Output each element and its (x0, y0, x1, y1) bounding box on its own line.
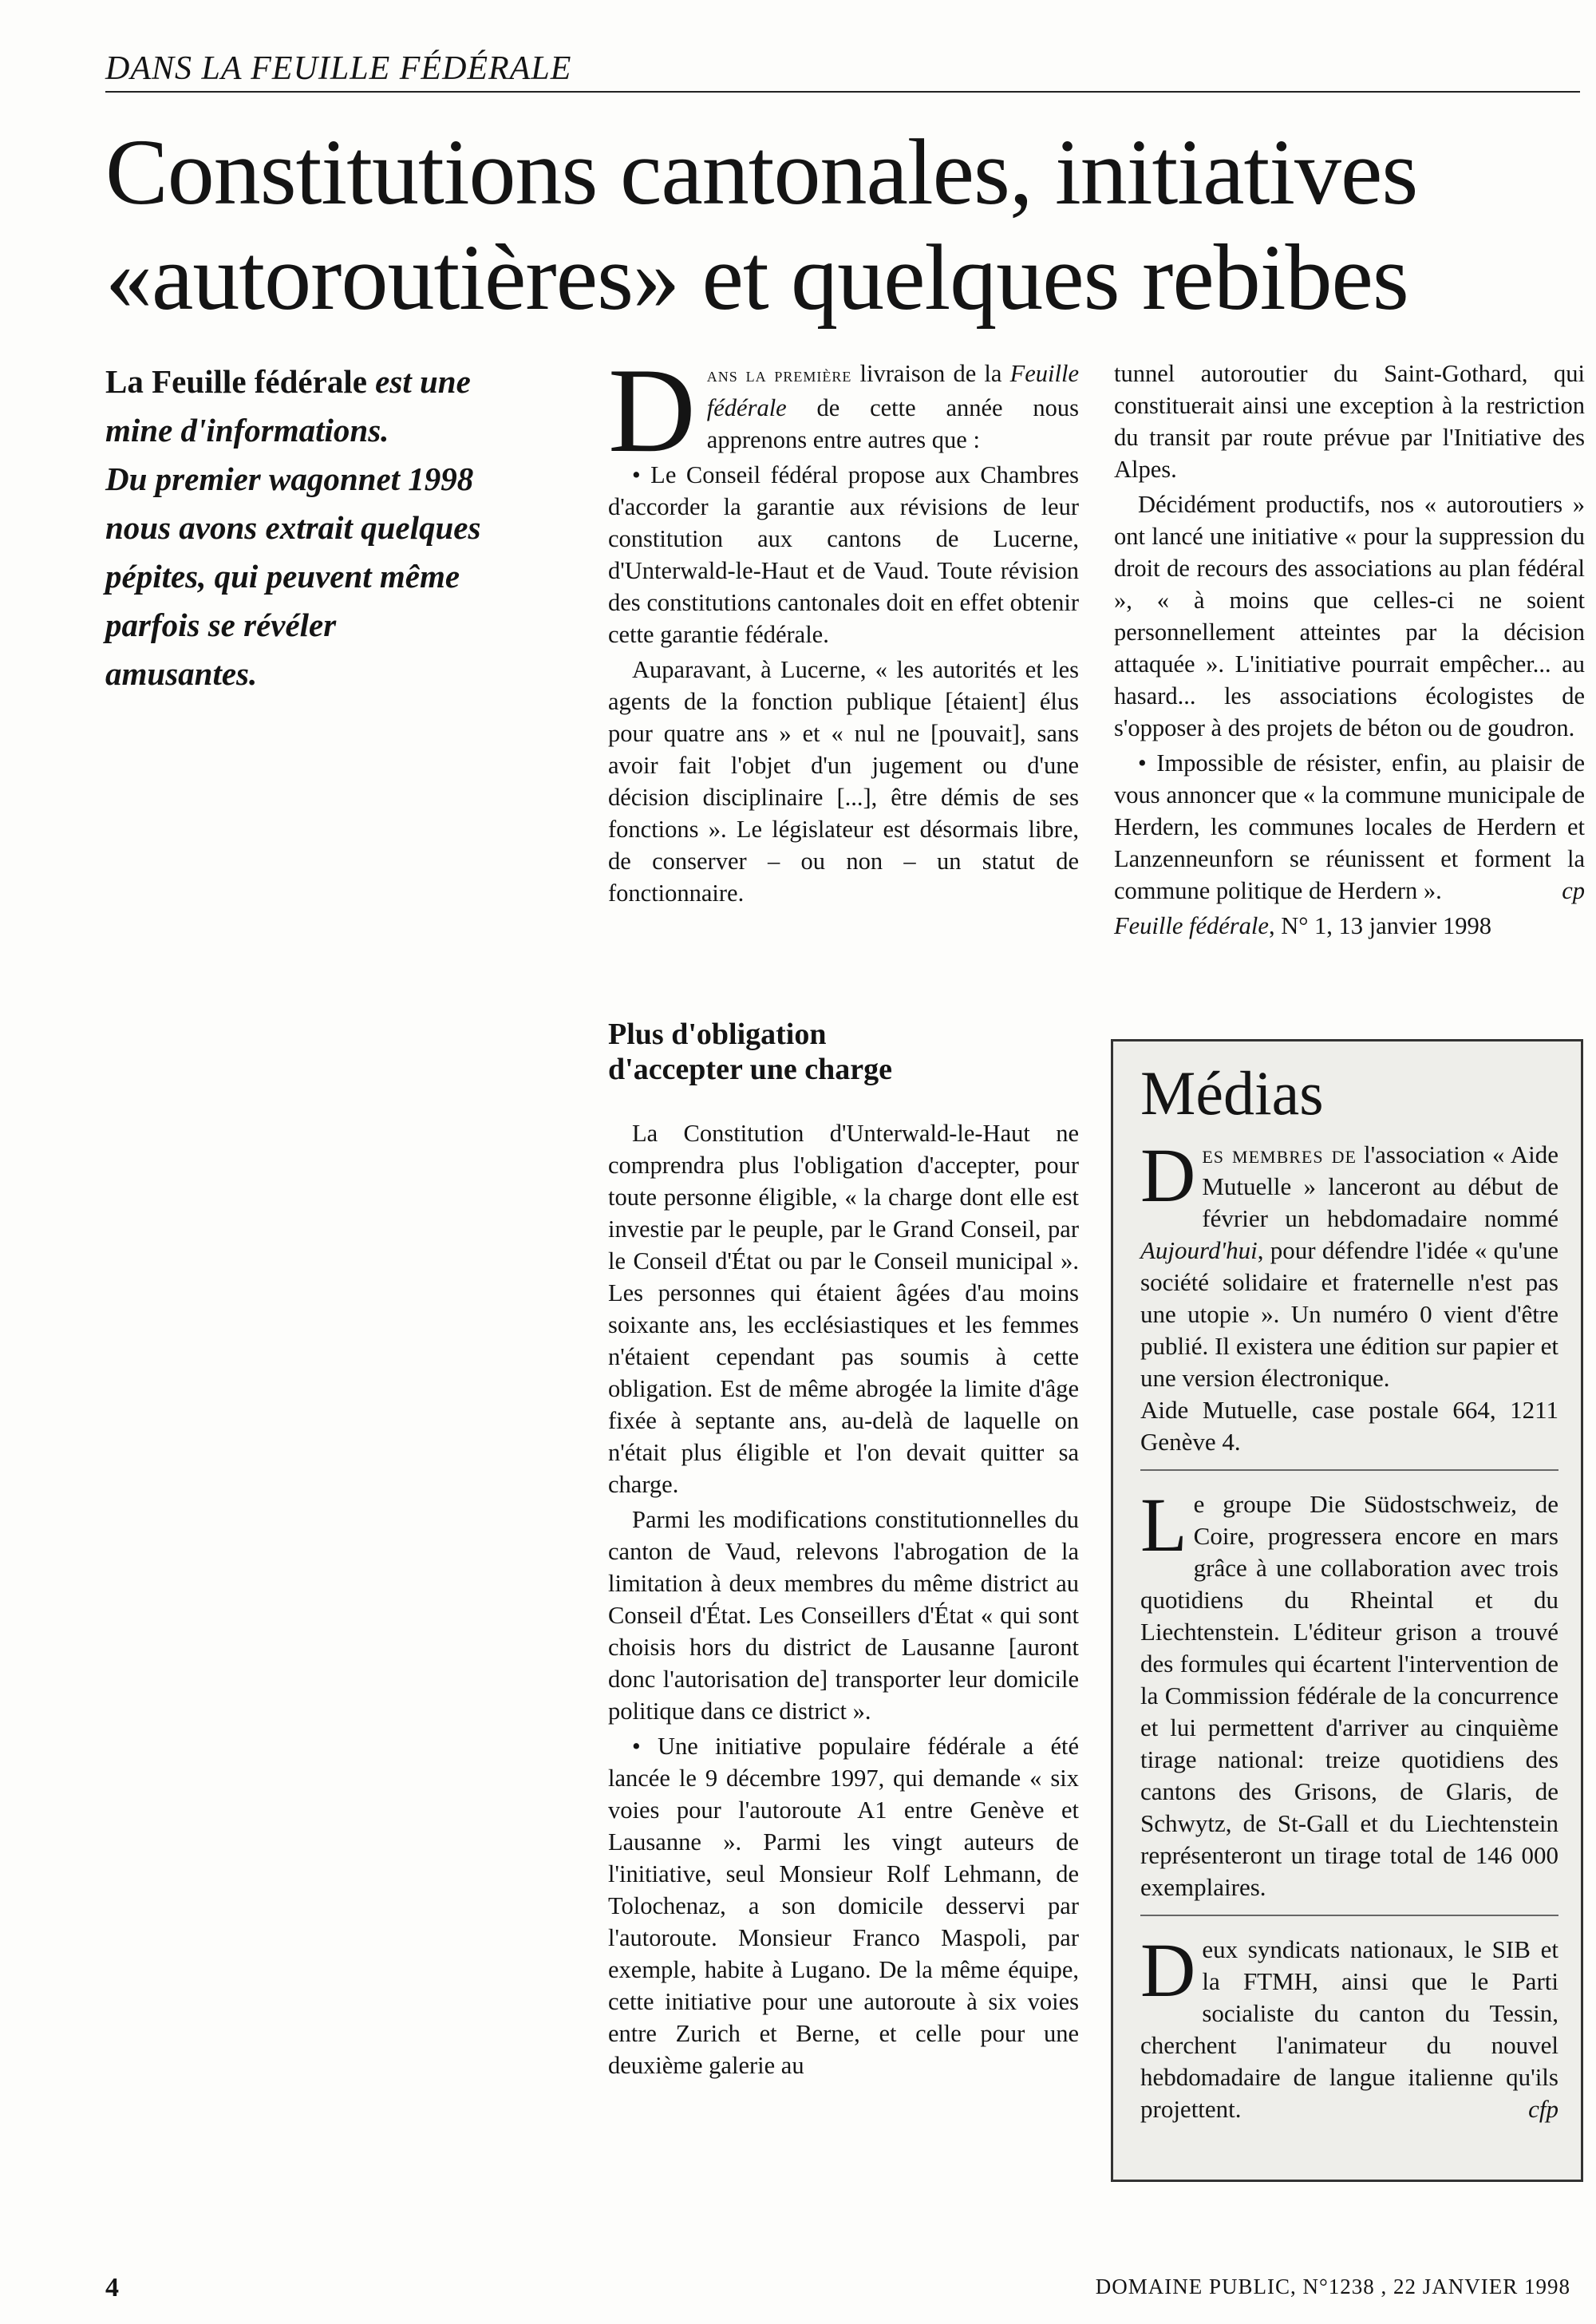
medias-item (1140, 1482, 1558, 1916)
drop-cap: L (1140, 1482, 1187, 1567)
article-column-1-continued (608, 1117, 1079, 2085)
drop-cap: D (608, 343, 696, 477)
lede-line: pépites, qui peuvent même (105, 558, 460, 595)
author-signature: cfp (1528, 2095, 1558, 2123)
item-text: eux syndicats nationaux, le SIB et la FTMH, ainsi que le Parti socialiste du canton du Tessin, cherchent l'animateur du nouvel hebdomadaire de langue italienne qu'ils projettent. (1140, 1935, 1558, 2123)
source-text: , N° 1, 13 janvier 1998 (1268, 912, 1491, 939)
medias-box (1111, 1039, 1583, 2182)
intro-text: livraison de la (851, 360, 1010, 387)
section-rubric: DANS LA FEUILLE FÉDÉRALE (105, 49, 1580, 93)
lede-line: amusantes. (105, 655, 258, 692)
lede-line: Du premier wagonnet 1998 (105, 460, 474, 497)
paragraph: • Le Conseil fédéral propose aux Chambres d'accorder la garantie aux révisions de leur constitution aux cantons de Lucerne, d'Unterwald-le-Haut et de Vaud. Toute révision des constitutions cantonales doit en effet obtenir cette garantie fédérale. (608, 461, 1079, 648)
lede-line: nous avons extrait quelques (105, 509, 481, 546)
paragraph: Parmi les modifications constitutionnelles du canton de Vaud, relevons l'abrogation de la limitation à deux membres du même district au Conseil d'État. Les Conseillers d'État « qui sont choisis hors du district de Lausanne [auront donc l'autorisation de] transporter leur domicile politique dans ce district ». (608, 1506, 1079, 1725)
intro-italic: Feuille fédérale (706, 360, 1079, 421)
lede-line: parfois se révéler (105, 607, 337, 643)
subheading-line-1: Plus d'obligation (608, 1018, 827, 1051)
medias-item (1140, 1927, 1558, 2136)
author-signature: cp (1562, 877, 1585, 904)
paragraph: Décidément productifs, nos « autoroutiers » ont lancé une initiative « pour la suppression du droit de recours des associations au plan fédéral », « à moins que celles-ci ne soient personnellement atteintes par la décision attaquée ». L'initiative pourrait empêcher... au hasard... les associations écologistes de s'opposer à des projets de béton ou de goudron. (1114, 491, 1585, 741)
lede-text: La (105, 363, 152, 400)
subheading-line-2: d'accepter une charge (608, 1053, 892, 1086)
lede-text: est une (366, 363, 471, 400)
source-line (1114, 910, 1585, 942)
lede (105, 358, 576, 698)
item-text: , pour défendre l'idée « qu'une société solidaire et fraternelle n'est pas une utopie ». Un numéro 0 vient d'être publié. Il existera une édition sur papier et une version électronique. (1140, 1236, 1558, 1392)
intro-smallcaps: ans la première (706, 365, 852, 386)
medias-title: Médias (1140, 1058, 1324, 1128)
publication-info: DOMAINE PUBLIC, N°1238 , 22 JANVIER 1998 (1095, 2275, 1570, 2298)
paragraph (1114, 747, 1585, 907)
paragraph: • Une initiative populaire fédérale a été lancée le 9 décembre 1997, qui demande « six voies pour l'autoroute A1 entre Genève et Lausanne ». Parmi les vingt auteurs de l'initiative, seul Monsieur Rolf Lehmann, de Tolochenaz, a son domicile desservi par l'autoroute. Monsieur Franco Maspoli, par exemple, habite à Lugano. De la même équipe, cette initiative pour une autoroute à six voies entre Zurich et Berne, et celle pour une deuxième galerie au (608, 1733, 1079, 2079)
page-title (105, 120, 1590, 330)
paragraph-text: • Impossible de résister, enfin, au plaisir de vous annoncer que « la commune municipale de Herdern, les communes locales de Herdern et Lanzenneunforn se réunissent et forment la commune politique de Herdern ». (1114, 749, 1585, 904)
item-italic: Aujourd'hui (1140, 1236, 1258, 1264)
item-smallcaps: es membres de (1202, 1140, 1357, 1168)
item-text: e groupe Die Südostschweiz, de Coire, progressera encore en mars grâce à une collaboration avec trois quotidiens du Rheintal et du Liechtenstein. L'éditeur grison a trouvé des formules qui écartent l'intervention de la Commission fédérale de la concurrence et lui permettent d'arriver au cinquième tirage national: treize quotidiens des cantons des Grisons, de Glaris, de Schwytz, de St-Gall et du Liechtenstein représenteront un tirage total de 146 000 exemplaires. (1140, 1490, 1558, 1901)
intro-text: de cette année nous apprenons entre autres que : (706, 394, 1079, 453)
item-text: l'association « Aide Mutuelle » lanceront au début de février un hebdomadaire nommé (1202, 1140, 1558, 1232)
paragraph: tunnel autoroutier du Saint-Gothard, qui constituerait ainsi une exception à la restriction du transit par route prévue par l'Initiative des Alpes. (1114, 360, 1585, 483)
lede-line (105, 358, 576, 406)
paragraph: La Constitution d'Unterwald-le-Haut ne comprendra plus l'obligation d'accepter, pour toute personne éligible, « la charge dont elle est investie par le peuple, par le Grand Conseil, par le Conseil d'État ou par le Conseil municipal ». Les personnes qui étaient âgées d'au moins soixante ans, les ecclésiastiques et les femmes n'étaient cependant pas soumis à cette obligation. Est de même abrogée la limite d'âge fixée à septante ans, au-delà de laquelle on n'était plus éligible et l'on devait quitter sa charge. (608, 1120, 1079, 1498)
medias-item-text (1140, 1482, 1558, 1903)
intro-paragraph (608, 343, 1079, 477)
drop-cap: D (1140, 1927, 1196, 2013)
medias-item-text (1140, 1132, 1558, 1394)
source-italic: Feuille fédérale (1114, 912, 1269, 939)
title-line-1: Constitutions cantonales, initiatives (105, 120, 1418, 224)
lede-text: Feuille fédérale (152, 363, 367, 400)
medias-item (1140, 1132, 1558, 1471)
paragraph: Auparavant, à Lucerne, « les autorités et les agents de la fonction publique [étaient] élus pour quatre ans » et « nul ne [pouvait], sans avoir fait l'objet d'un jugement ou d'une décision disciplinaire [...], être démis de ses fonctions ». Le législateur est désormais libre, de conserver – ou non – un statut de fonctionnaire. (608, 656, 1079, 907)
drop-cap: D (1140, 1132, 1196, 1218)
title-line-2: «autoroutières» et quelques rebibes (105, 225, 1408, 330)
subheading (608, 1017, 1079, 1087)
medias-item-text (1140, 1927, 1558, 2125)
medias-address: Aide Mutuelle, case postale 664, 1211 Genève 4. (1140, 1396, 1558, 1456)
page-number: 4 (105, 2273, 119, 2302)
article-column-1 (608, 343, 1079, 912)
lede-line: mine d'informations. (105, 412, 389, 449)
article-column-2 (1114, 358, 1585, 945)
